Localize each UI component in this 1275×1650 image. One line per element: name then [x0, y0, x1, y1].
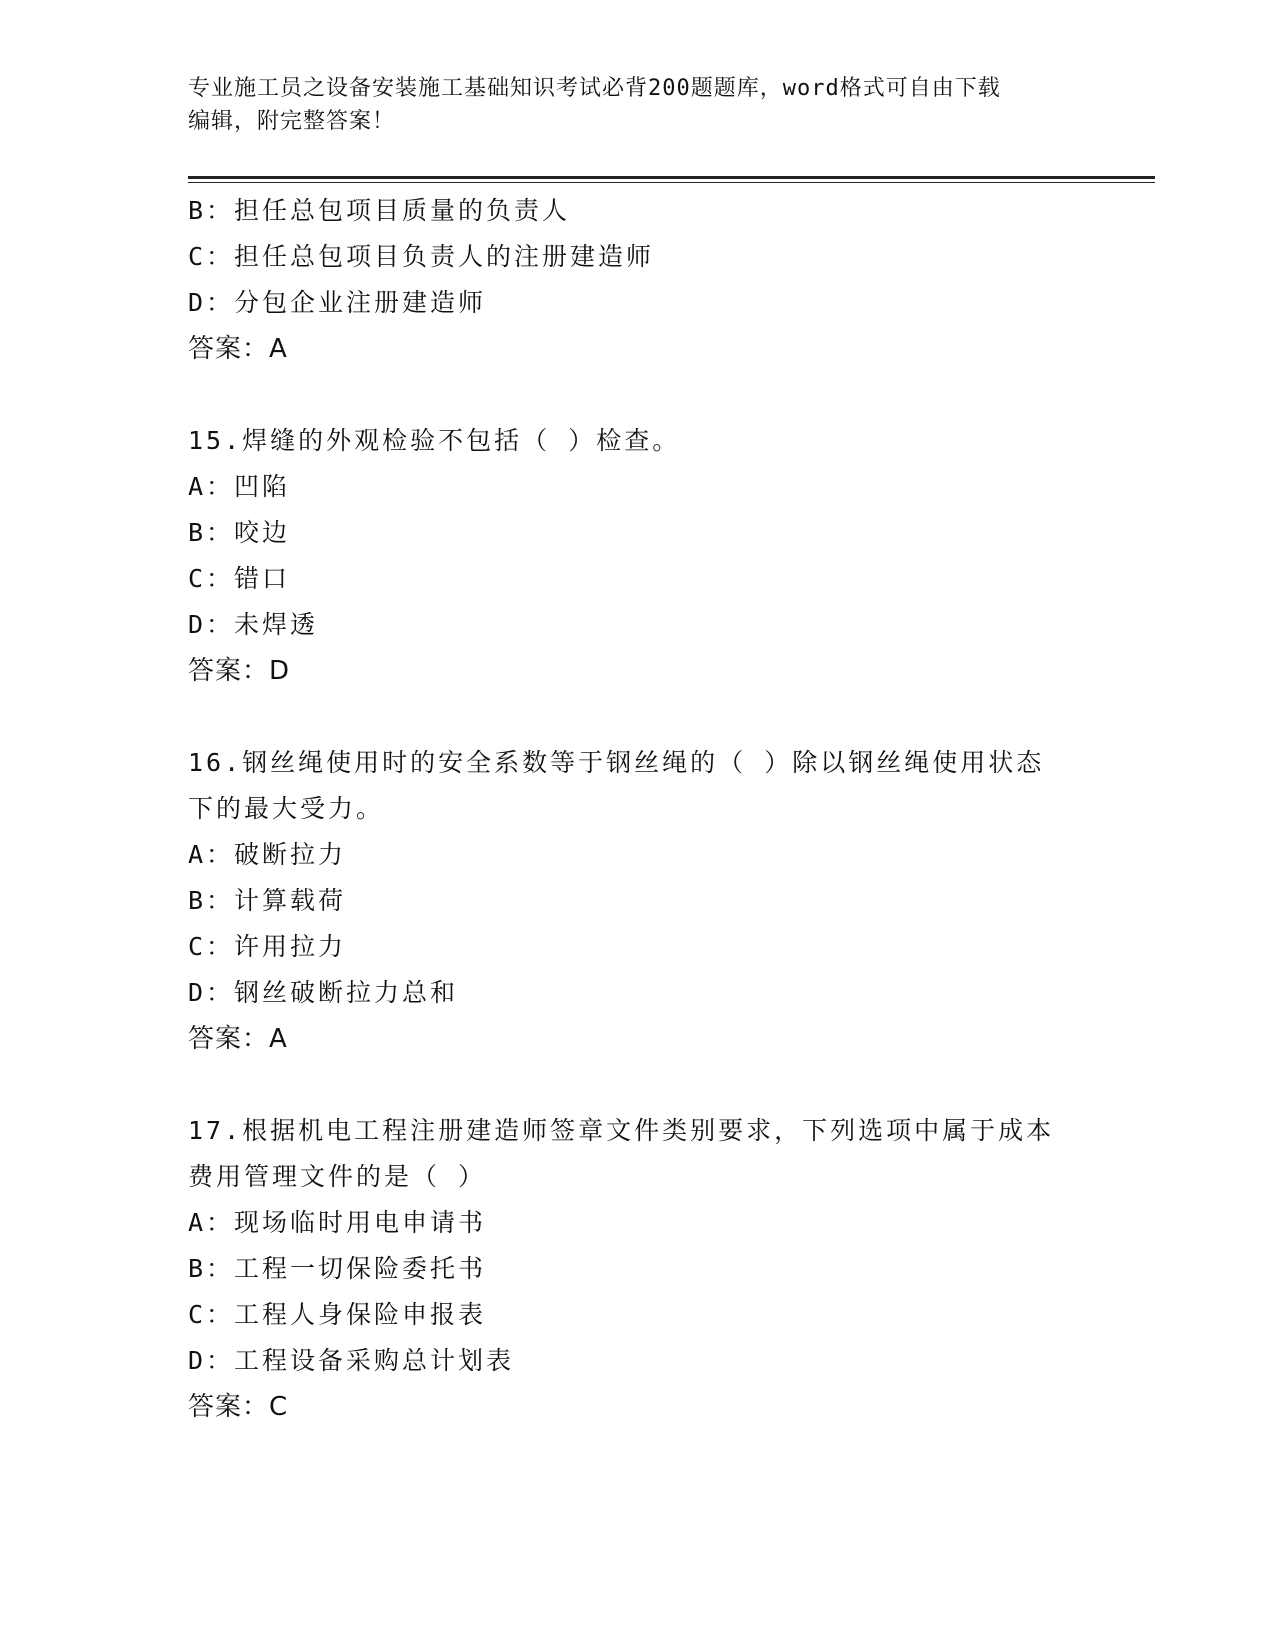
question-block-17 — [188, 1108, 1088, 1430]
question-content — [188, 188, 1088, 1430]
answer-line: 答案：A — [188, 1024, 288, 1054]
answer-line: 答案：D — [188, 656, 291, 686]
option-c: C：许用拉力 — [188, 932, 347, 961]
spacer — [188, 372, 1088, 418]
question-block-16 — [188, 740, 1088, 1062]
header-divider-thick — [188, 176, 1155, 179]
answer-line: 答案：A — [188, 334, 288, 364]
question-block-15 — [188, 418, 1088, 694]
header-title-line-1: 专业施工员之设备安装施工基础知识考试必背200题题库，word格式可自由下载 — [188, 76, 1001, 101]
option-a: A：现场临时用电申请书 — [188, 1208, 487, 1237]
question-block-14-tail — [188, 188, 1088, 372]
option-c: C：错口 — [188, 564, 291, 593]
question-stem: 15.焊缝的外观检验不包括（ ）检查。 — [188, 426, 681, 455]
question-stem-continued: 费用管理文件的是（ ） — [188, 1162, 487, 1191]
option-d: D：未焊透 — [188, 610, 319, 639]
spacer — [188, 694, 1088, 740]
spacer — [188, 1062, 1088, 1108]
option-d: D：工程设备采购总计划表 — [188, 1346, 515, 1375]
option-c: C：工程人身保险申报表 — [188, 1300, 487, 1329]
option-d: D：分包企业注册建造师 — [188, 288, 487, 317]
option-b: B：担任总包项目质量的负责人 — [188, 196, 571, 225]
question-stem: 17.根据机电工程注册建造师签章文件类别要求，下列选项中属于成本 — [188, 1116, 1055, 1145]
option-d: D：钢丝破断拉力总和 — [188, 978, 459, 1007]
option-b: B：计算载荷 — [188, 886, 347, 915]
option-c: C：担任总包项目负责人的注册建造师 — [188, 242, 655, 271]
answer-line: 答案：C — [188, 1392, 289, 1422]
question-stem: 16.钢丝绳使用时的安全系数等于钢丝绳的（ ）除以钢丝绳使用状态 — [188, 748, 1045, 777]
option-a: A：凹陷 — [188, 472, 291, 501]
option-b: B：工程一切保险委托书 — [188, 1254, 487, 1283]
document-header — [188, 72, 1068, 138]
header-divider-thin — [188, 182, 1155, 183]
option-a: A：破断拉力 — [188, 840, 347, 869]
header-title-line-2: 编辑，附完整答案！ — [188, 109, 396, 134]
option-b: B：咬边 — [188, 518, 291, 547]
question-stem-continued: 下的最大受力。 — [188, 794, 385, 823]
